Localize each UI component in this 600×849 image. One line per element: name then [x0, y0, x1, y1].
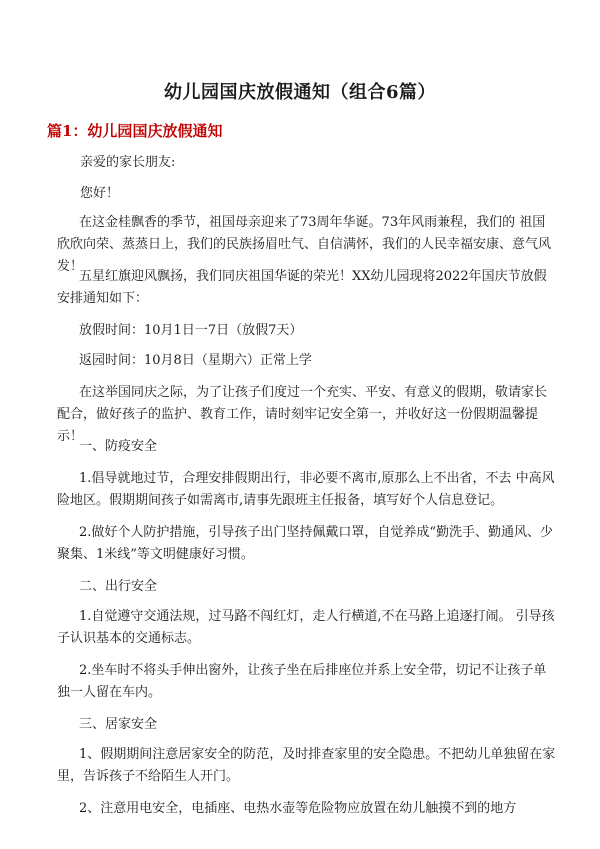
salutation: 亲爱的家长朋友: — [80, 155, 176, 170]
heading-epidemic-safety: 一、防疫安全 — [79, 439, 158, 454]
heading-travel-safety: 二、出行安全 — [79, 579, 158, 594]
paragraph-travel-1: 1.自觉遵守交通法规，过马路不闯红灯，走人行横道,不在马路上追逐打闹。 引导孩子认识基本的交通标志。 — [57, 609, 555, 646]
paragraph-notice-intro: 五星红旗迎风飘扬，我们同庆祖国华诞的荣光！XX幼儿园现将2022年国庆节放假安排通知如下： — [57, 269, 547, 306]
section-heading: 篇1：幼儿园国庆放假通知 — [47, 122, 223, 140]
greeting: 您好！ — [80, 186, 120, 201]
paragraph-home-2: 2、注意用电安全，电插座、电热水壶等危险物应放置在幼儿触摸不到的地方 — [79, 801, 517, 816]
paragraph-travel-2: 2.坐车时不将头手伸出窗外，让孩子坐在后排座位并系上安全带，切记不让孩子单独一人留在车内。 — [57, 663, 547, 700]
document-title: 幼儿园国庆放假通知（组合6篇） — [163, 82, 437, 103]
paragraph-return-date: 返园时间：10月8日（星期六）正常上学 — [79, 353, 312, 368]
paragraph-home-1: 1、假期期间注意居家安全的防范，及时排查家里的安全隐患。不把幼儿单独留在家里，告诉孩子不给陌生人开门。 — [57, 747, 556, 784]
paragraph-safety-reminder: 在这举国同庆之际，为了让孩子们度过一个充实、平安、有意义的假期，敬请家长配合，做好孩子的监护、教育工作，请时刻牢记安全第一，并收好这一份假期温馨提示！ — [57, 385, 548, 444]
paragraph-epidemic-2: 2.做好个人防护措施，引导孩子出门坚持佩戴口罩，自觉养成“勤洗手、勤通风、少聚集、1米线”等文明健康好习惯。 — [57, 525, 554, 562]
paragraph-epidemic-1: 1.倡导就地过节，合理安排假期出行，非必要不离市,原那么上不出省，不去 中高风险地区。假期期间孩子如需离市,请事先跟班主任报备，填写好个人信息登记。 — [57, 471, 555, 508]
heading-home-safety: 三、居家安全 — [79, 717, 158, 732]
paragraph-anniversary: 在这金桂飘香的季节，祖国母亲迎来了73周年华诞。73年风雨兼程，我们的 祖国欣欣向荣、蒸蒸日上，我们的民族扬眉吐气、自信满怀，我们的人民幸福安康、意气风发！ — [57, 215, 552, 274]
paragraph-holiday-dates: 放假时间：10月1日一7日（放假7天） — [79, 323, 303, 338]
